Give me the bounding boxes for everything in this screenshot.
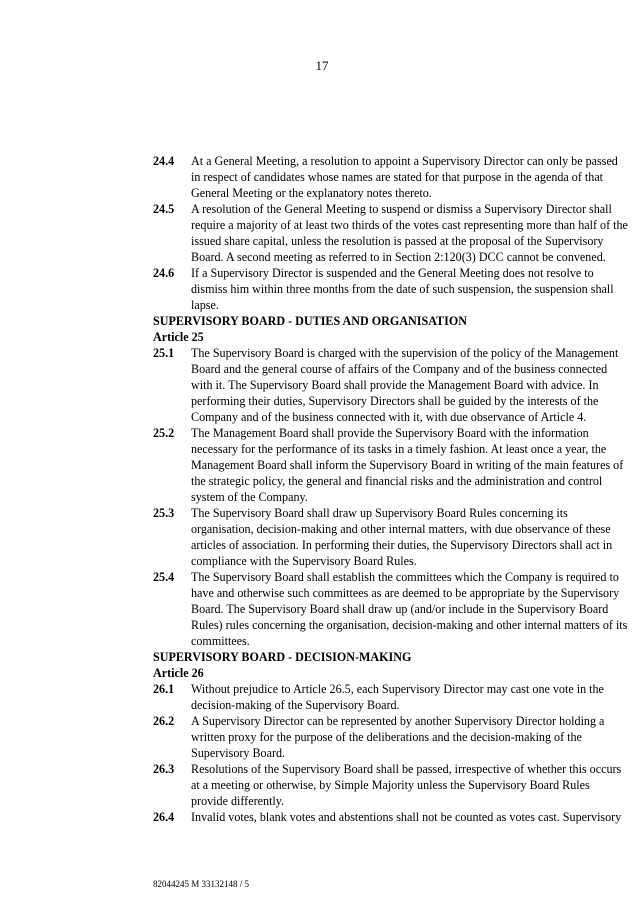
clause-text: The Supervisory Board is charged with the supervision of the policy of the Management Board and the general course of affairs of the Company and of the business connected with it. The Supervisory Board shall provide the Management Board with advice. In performing their duties, Supervisory Directors shall be guided by the interests of the Company and of the business connected with it, with due observance of Article 4. xyxy=(191,346,619,424)
clause-text: Without prejudice to Article 26.5, each Supervisory Director may cast one vote in the decision-making of the Supervisory Board. xyxy=(191,682,604,712)
clause-text: The Supervisory Board shall establish the committees which the Company is required to have and otherwise such committees as are deemed to be appropriate by the Supervisory Board. The Supervisory Board shall draw up (and/or include in the Supervisory Board Rules) rules concerning the organisation, decision-making and other internal matters of its committees. xyxy=(191,570,628,648)
clause-number: 25.3 xyxy=(153,506,175,520)
clause-text: If a Supervisory Director is suspended and the General Meeting does not resolve to dismiss him within three months from the date of such suspension, the suspension shall lapse. xyxy=(191,266,614,312)
clause-text: Resolutions of the Supervisory Board shall be passed, irrespective of whether this occurs at a meeting or otherwise, by Simple Majority unless the Supervisory Board Rules provide differently. xyxy=(191,762,622,808)
clause-text: A Supervisory Director can be represented by another Supervisory Director holding a written proxy for the purpose of the deliberations and the decision-making of the Supervisory Board. xyxy=(191,714,605,760)
article-heading: Article 25 xyxy=(153,330,204,344)
section-heading: SUPERVISORY BOARD - DUTIES AND ORGANISATION xyxy=(153,314,467,328)
clause xyxy=(153,345,628,425)
clause-number: 24.6 xyxy=(153,266,175,280)
clause-number: 26.4 xyxy=(153,810,175,824)
clause-number: 25.1 xyxy=(153,346,175,360)
section-heading: SUPERVISORY BOARD - DECISION-MAKING xyxy=(153,650,412,664)
clause-number: 26.3 xyxy=(153,762,175,776)
document-footer-reference: 82044245 M 33132148 / 5 xyxy=(153,879,250,889)
clause-number: 24.5 xyxy=(153,202,175,216)
clause xyxy=(153,505,628,569)
clause xyxy=(153,265,628,313)
clause xyxy=(153,425,628,505)
clause-text: Invalid votes, blank votes and abstentions shall not be counted as votes cast. Supervisory xyxy=(191,810,622,824)
clause xyxy=(153,569,628,649)
clause xyxy=(153,153,628,201)
clause-text: The Supervisory Board shall draw up Supervisory Board Rules concerning its organisation, decision-making and other internal matters, with due observance of these articles of association. In performing their duties, the Supervisory Directors shall act in compliance with the Supervisory Board Rules. xyxy=(191,506,613,568)
clause-number: 25.2 xyxy=(153,426,175,440)
page-number: 17 xyxy=(315,58,329,73)
article-heading: Article 26 xyxy=(153,666,204,680)
clause-number: 24.4 xyxy=(153,154,175,168)
clause-text: The Management Board shall provide the Supervisory Board with the information necessary for the performance of its tasks in a timely fashion. At least once a year, the Management Board shall inform the Supervisory Board in writing of the main features of the strategic policy, the general and financial risks and the administration and control system of the Company. xyxy=(191,426,624,504)
clause-text: A resolution of the General Meeting to suspend or dismiss a Supervisory Director shall require a majority of at least two thirds of the votes cast representing more than half of the issued share capital, unless the resolution is passed at the proposal of the Supervisory Board. A second meeting as referred to in Section 2:120(3) DCC cannot be convened. xyxy=(191,202,628,264)
clause-number: 26.1 xyxy=(153,682,175,696)
clause xyxy=(153,681,628,713)
clause xyxy=(153,713,628,761)
clause-number: 26.2 xyxy=(153,714,175,728)
clause-text: At a General Meeting, a resolution to appoint a Supervisory Director can only be passed in respect of candidates whose names are stated for that purpose in the agenda of that General Meeting or the explanatory notes thereto. xyxy=(191,154,618,200)
clause xyxy=(153,201,628,265)
clause-number: 25.4 xyxy=(153,570,175,584)
document-body xyxy=(153,153,628,825)
clause xyxy=(153,809,628,825)
clause xyxy=(153,761,628,809)
